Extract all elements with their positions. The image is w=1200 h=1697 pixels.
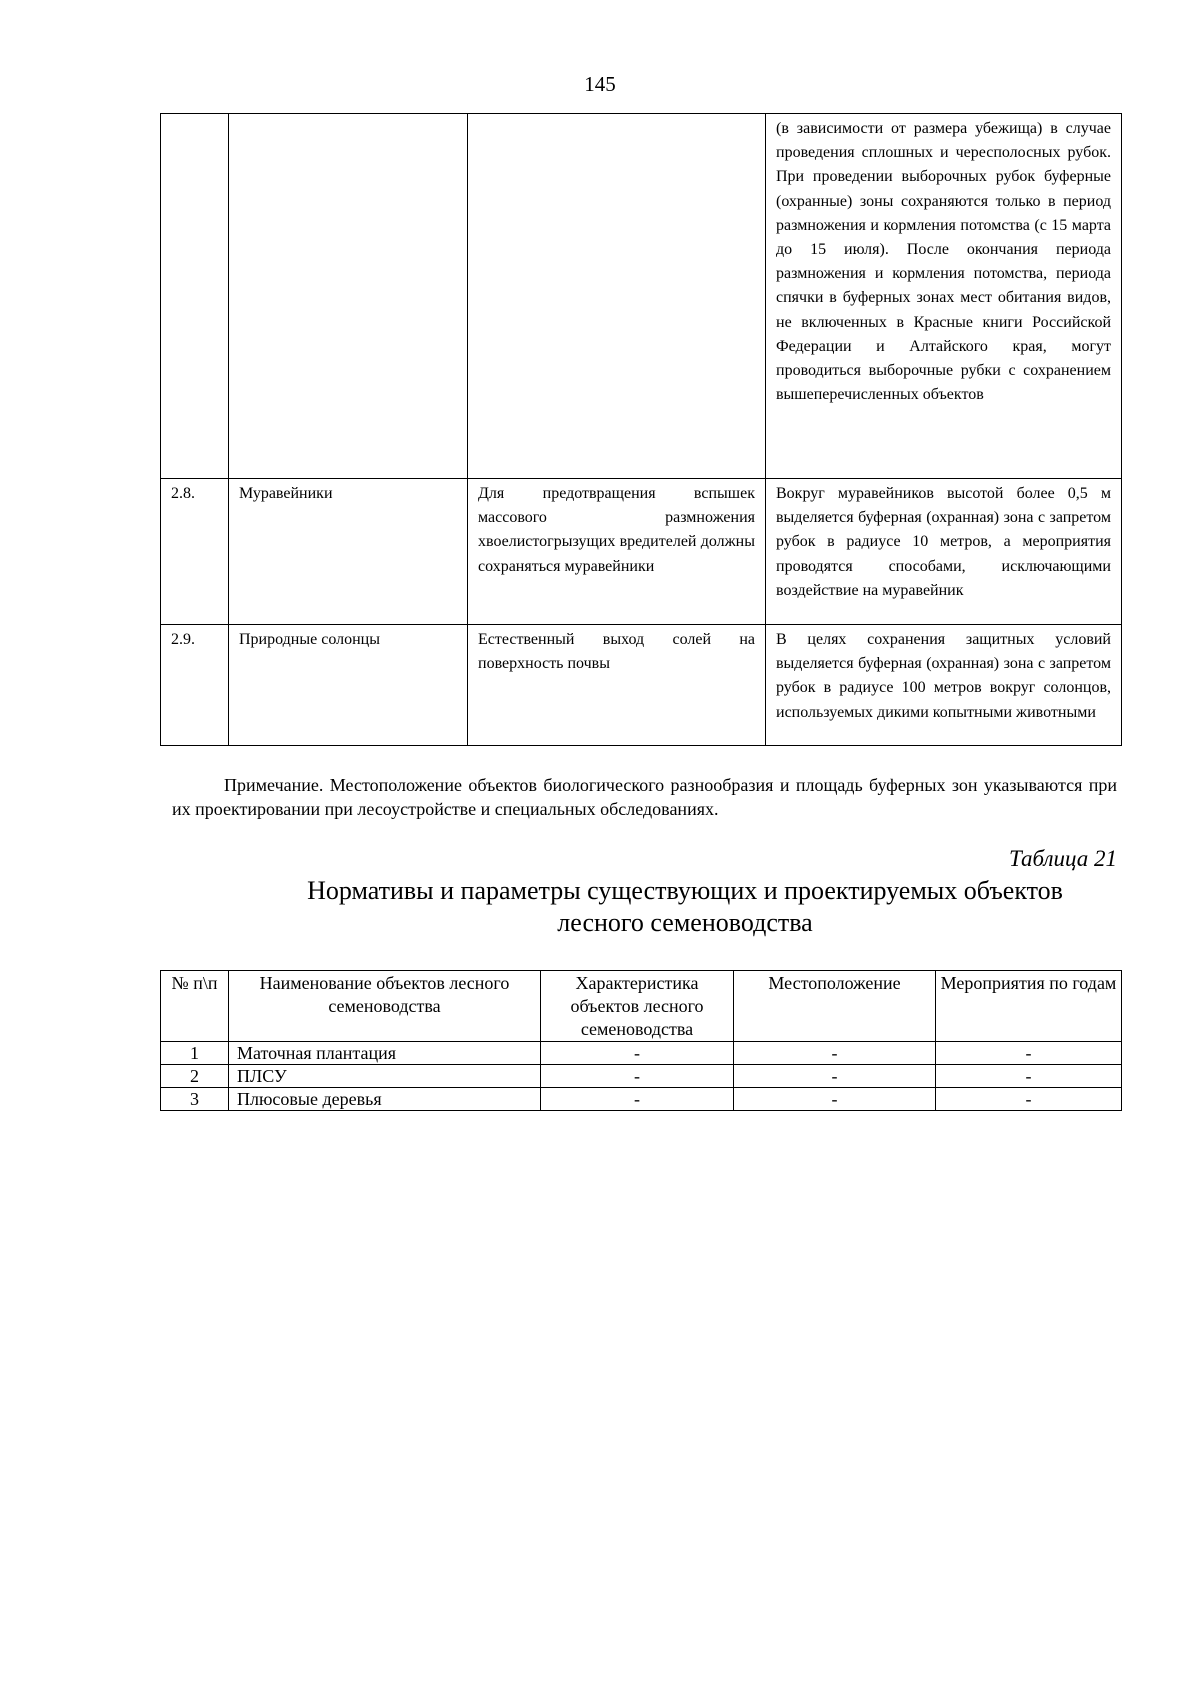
row-number: 3 [161, 1088, 229, 1111]
object-measures: - [936, 1088, 1122, 1111]
object-name: ПЛСУ [229, 1065, 541, 1088]
row-number: 2.8. [161, 479, 229, 625]
object-location: - [734, 1065, 936, 1088]
object-description: Для предотвращения вспышек массового размножения хвоелистогрызущих вредителей должны сохраняться муравейники [468, 479, 766, 625]
object-measures: В целях сохранения защитных условий выделяется буферная (охранная) зона с запретом рубок в радиусе 100 метров вокруг солонцов, используемых дикими копытными животными [766, 625, 1122, 746]
row-number: 2 [161, 1065, 229, 1088]
table-title-line: Нормативы и параметры существующих и проектируемых объектов [307, 876, 1063, 905]
row-number: 1 [161, 1042, 229, 1065]
object-description [468, 114, 766, 479]
table-title-line: лесного семеноводства [557, 908, 813, 937]
header-location: Местоположение [734, 971, 936, 1042]
table-header-row [161, 971, 1122, 1042]
object-name: Природные солонцы [229, 625, 468, 746]
header-characteristic: Характеристика объектов лесного семеноводства [541, 971, 734, 1042]
table-row [161, 114, 1122, 479]
table-title [235, 875, 1135, 939]
object-measures: Вокруг муравейников высотой более 0,5 м выделяется буферная (охранная) зона с запретом рубок в радиусе 10 метров, а мероприятия проводятся способами, исключающими воздействие на муравейник [766, 479, 1122, 625]
object-name [229, 114, 468, 479]
page-number: 145 [584, 72, 616, 96]
object-name: Маточная плантация [229, 1042, 541, 1065]
seed-objects-table [160, 970, 1122, 1111]
row-number: 2.9. [161, 625, 229, 746]
row-number [161, 114, 229, 479]
object-characteristic: - [541, 1065, 734, 1088]
object-measures: (в зависимости от размера убежища) в случае проведения сплошных и чересполосных рубок. При проведении выборочных рубок буферные (охранные) зоны сохраняются только в период размножения и кормления потомства (с 15 марта до 15 июля). После окончания периода размножения и кормления потомства, периода спячки в буферных зонах мест обитания видов, не включенных в Красные книги Российской Федерации и Алтайского края, могут проводиться выборочные рубки с сохранением вышеперечисленных объектов [766, 114, 1122, 479]
table-row [161, 625, 1122, 746]
object-measures: - [936, 1042, 1122, 1065]
table-row [161, 1065, 1122, 1088]
table-label: Таблица 21 [1008, 846, 1117, 871]
object-characteristic: - [541, 1088, 734, 1111]
object-name: Муравейники [229, 479, 468, 625]
table-row [161, 1088, 1122, 1111]
table-note: Примечание. Местоположение объектов биологического разнообразия и площадь буферных зон указываются при их проектировании при лесоустройстве и специальных обследованиях. [172, 775, 1117, 819]
table-row [161, 479, 1122, 625]
biodiversity-objects-table [160, 113, 1122, 746]
header-num: № п\п [161, 971, 229, 1042]
object-description: Естественный выход солей на поверхность почвы [468, 625, 766, 746]
header-name: Наименование объектов лесного семеноводства [229, 971, 541, 1042]
object-characteristic: - [541, 1042, 734, 1065]
object-location: - [734, 1042, 936, 1065]
table-row [161, 1042, 1122, 1065]
object-name: Плюсовые деревья [229, 1088, 541, 1111]
object-measures: - [936, 1065, 1122, 1088]
object-location: - [734, 1088, 936, 1111]
header-measures: Мероприятия по годам [936, 971, 1122, 1042]
